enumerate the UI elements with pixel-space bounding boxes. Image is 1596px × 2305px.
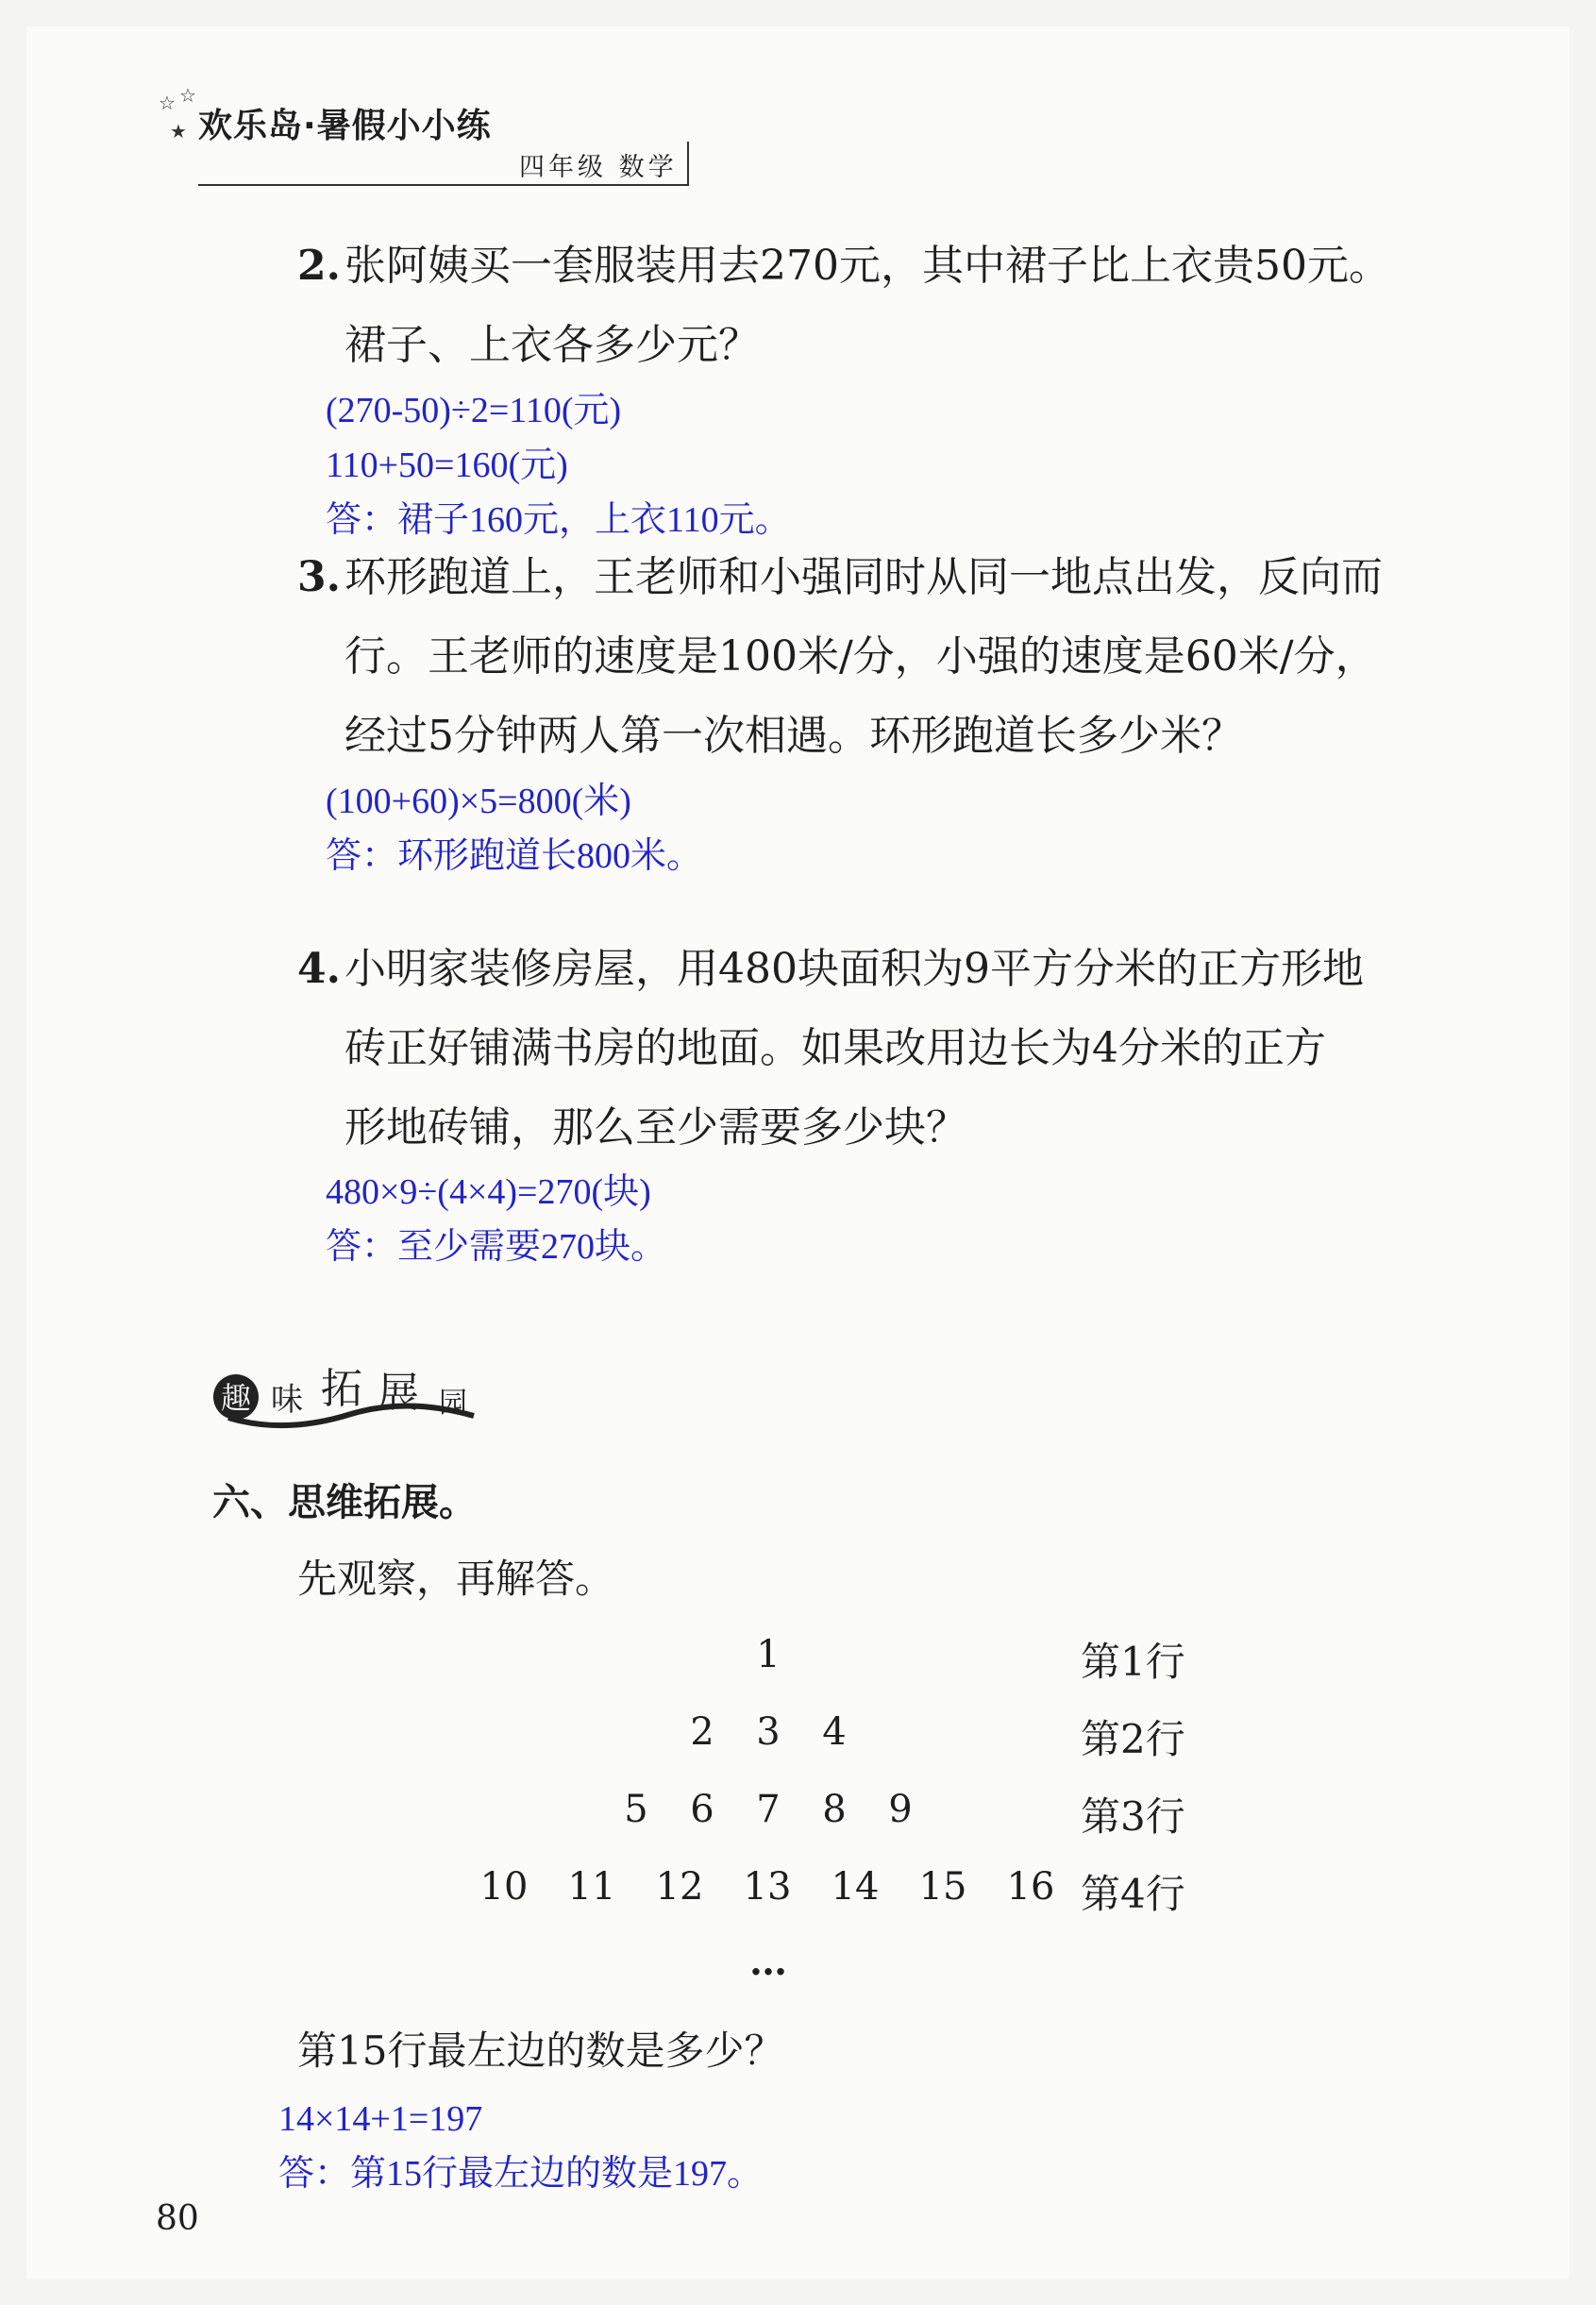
section-title: 六、思维拓展。 bbox=[212, 1481, 477, 1524]
logo-char: 味 bbox=[271, 1381, 303, 1419]
problem-text-line: 张阿姨买一套服装用去270元，其中裙子比上衣贵50元。 bbox=[344, 242, 1390, 290]
pyramid-number: 15 bbox=[918, 1865, 967, 1909]
answer-line: 答：第15行最左边的数是197。 bbox=[278, 2154, 764, 2194]
pyramid-number: 12 bbox=[655, 1865, 704, 1909]
answer-line: (100+60)×5=800(米) bbox=[326, 782, 631, 821]
pyramid-number: 9 bbox=[888, 1788, 913, 1831]
problem-text-line: 行。王老师的速度是100米/分，小强的速度是60米/分， bbox=[344, 632, 1377, 681]
question-text: 第15行最左边的数是多少？ bbox=[297, 2027, 784, 2074]
pyramid-number: 3 bbox=[756, 1710, 781, 1754]
pyramid-number: 7 bbox=[756, 1788, 781, 1831]
series-title: 欢乐岛·暑假小小练 bbox=[198, 107, 492, 145]
row-label: 第3行 bbox=[1081, 1793, 1185, 1840]
problem-number: 2. bbox=[297, 242, 341, 290]
star-icon: ☆ bbox=[159, 92, 176, 114]
answer-line: 答：裙子160元，上衣110元。 bbox=[326, 500, 791, 540]
logo-char: 园 bbox=[439, 1387, 467, 1420]
ellipsis: … bbox=[749, 1940, 787, 1984]
problem-number: 4. bbox=[297, 945, 341, 993]
problem-text-line: 形地砖铺，那么至少需要多少块？ bbox=[344, 1103, 967, 1152]
answer-line: 14×14+1=197 bbox=[278, 2099, 483, 2139]
row-label: 第2行 bbox=[1081, 1716, 1185, 1762]
star-icon: ★ bbox=[170, 120, 187, 143]
pyramid-number: 2 bbox=[690, 1710, 714, 1754]
logo-char: 拓 bbox=[321, 1365, 362, 1413]
pyramid-number: 6 bbox=[690, 1788, 714, 1831]
pyramid-number: 4 bbox=[822, 1710, 847, 1754]
pyramid-number: 11 bbox=[567, 1865, 616, 1909]
pyramid-number: 5 bbox=[624, 1788, 648, 1831]
page-number: 80 bbox=[156, 2199, 199, 2238]
star-icon: ☆ bbox=[179, 84, 196, 107]
problem-text-line: 经过5分钟两人第一次相遇。环形跑道长多少米？ bbox=[344, 712, 1243, 760]
pyramid-number: 8 bbox=[822, 1788, 847, 1831]
row-label: 第4行 bbox=[1081, 1871, 1185, 1917]
pyramid-number: 10 bbox=[479, 1865, 529, 1909]
problem-text-line: 环形跑道上，王老师和小强同时从同一地点出发，反向而 bbox=[344, 553, 1383, 601]
logo-char: 趣 bbox=[220, 1380, 252, 1416]
logo-char: 展 bbox=[378, 1369, 419, 1417]
answer-line: (270-50)÷2=110(元) bbox=[326, 391, 622, 430]
problem-text-line: 裙子、上衣各多少元？ bbox=[344, 321, 760, 369]
pyramid-number: 1 bbox=[756, 1633, 781, 1676]
problem-text-line: 小明家装修房屋，用480块面积为9平方分米的正方形地 bbox=[344, 945, 1364, 993]
row-label: 第1行 bbox=[1081, 1639, 1185, 1685]
fun-extension-logo bbox=[210, 1359, 483, 1435]
answer-line: 答：至少需要270块。 bbox=[326, 1227, 667, 1267]
instruction-text: 先观察，再解答。 bbox=[297, 1556, 615, 1602]
problem-number: 3. bbox=[297, 553, 341, 601]
grade-subject: 四年级 数学 bbox=[519, 153, 678, 182]
answer-line: 答：环形跑道长800米。 bbox=[326, 836, 703, 876]
pyramid-number: 14 bbox=[831, 1865, 880, 1909]
header-divider bbox=[687, 142, 689, 186]
pyramid-number: 16 bbox=[1006, 1865, 1055, 1909]
header-divider bbox=[198, 184, 689, 186]
pyramid-number: 13 bbox=[743, 1865, 792, 1909]
answer-line: 480×9÷(4×4)=270(块) bbox=[326, 1172, 651, 1212]
problem-text-line: 砖正好铺满书房的地面。如果改用边长为4分米的正方 bbox=[344, 1024, 1326, 1072]
answer-line: 110+50=160(元) bbox=[326, 446, 568, 485]
